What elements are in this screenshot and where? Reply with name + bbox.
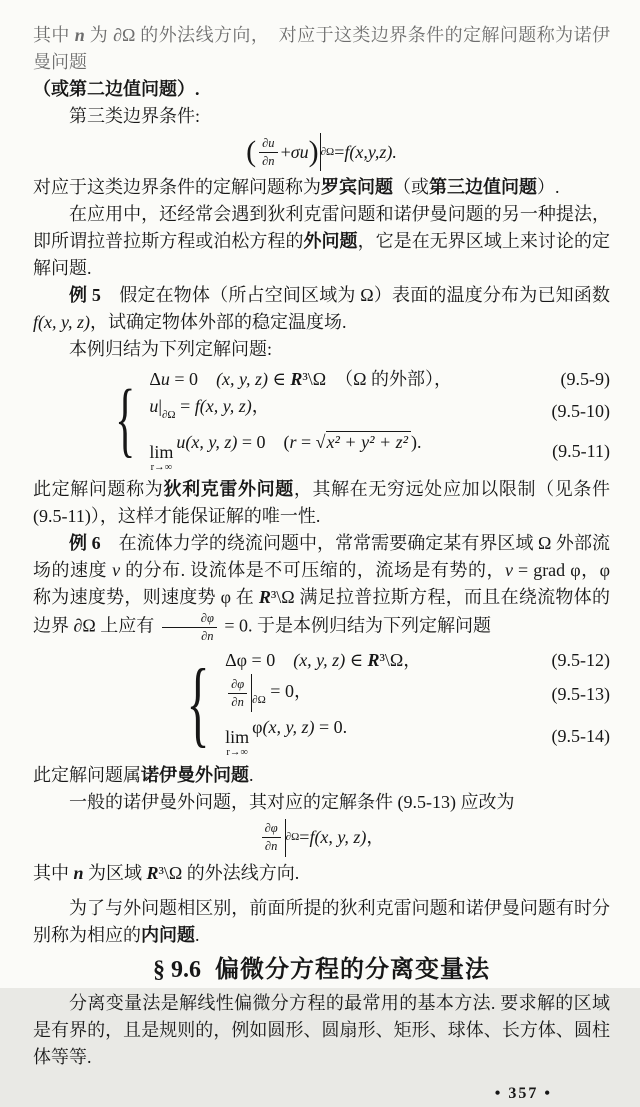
equation-number-9-5-13: (9.5-13) bbox=[551, 683, 610, 704]
paragraph-third-boundary-condition: 第三类边界条件: bbox=[69, 106, 201, 126]
paragraph-general-neumann: 一般的诺伊曼外问题，其对应的定解条件 (9.5-13) 应改为 bbox=[69, 791, 515, 812]
left-brace: { bbox=[186, 649, 210, 757]
equation-row bbox=[145, 429, 610, 473]
paragraph-continuation-line2: （或第二边值问题）. bbox=[33, 79, 200, 99]
section-heading bbox=[33, 956, 610, 984]
equation-third-type-boundary: ( $\frac{\partial u}{\partial n}$ + σu ) ∂Ω = f(x,y,z). bbox=[33, 130, 610, 174]
equation-number-9-5-12: (9.5-12) bbox=[551, 650, 610, 671]
equation-9-5-9: Δu = 0 (x, y, z) ∈ R³\Ω （Ω 的外部）， bbox=[149, 369, 453, 389]
equation-row bbox=[145, 393, 610, 429]
paragraph-continuation-line1: 其中 n 为 ∂Ω 的外法线方向， 对应于这类边界条件的定解问题称为诺伊曼问题 bbox=[33, 25, 610, 72]
paragraph-dirichlet-exterior-remark: 此定解问题称为狄利克雷外问题，其解在无穷远处应加以限制（见条件 (9.5-11)），这样才能保证解的唯一性. bbox=[33, 479, 611, 527]
equation-row bbox=[221, 674, 610, 714]
equation-9-5-11: lim r→∞ u(x, y, z) = 0 (r = √x² + y² + z² ). bbox=[149, 432, 422, 473]
paragraph-example5-lead-in: 本例归结为下列定解问题: bbox=[69, 339, 272, 359]
paragraph-example-6: 例 6 在流体力学的绕流问题中，常常需要确定某有界区域 Ω 外部流场的速度 v 的分布. 设流体是不可压缩的，流场是有势的，v = grad φ，φ 称为速度势，则速度势 φ 在 R³\Ω 满足拉普拉斯方程，而且在绕流物体的边界 ∂Ω 上应有 $\frac{\partial\varphi}{\partial n}$ = 0. 于是本例归结为下列定解问题 bbox=[33, 533, 611, 644]
paragraph-outward-normal: 其中 n 为区域 R³\Ω 的外法线方向. bbox=[33, 862, 300, 883]
section-title: 偏微分方程的分离变量法 bbox=[215, 956, 490, 983]
paragraph-neumann-exterior-remark: 此定解问题属诺伊曼外问题. bbox=[33, 764, 254, 785]
equation-system-dirichlet-exterior bbox=[33, 366, 610, 473]
equation-number-9-5-14: (9.5-14) bbox=[551, 726, 610, 747]
equation-9-5-12: Δφ = 0 (x, y, z) ∈ R³\Ω， bbox=[225, 650, 422, 671]
paragraph-example-5: 例 5 假定在物体（所占空间区域为 Ω）表面的温度分布为已知函数 f(x, y, z)，试确定物体外部的稳定温度场. bbox=[33, 285, 611, 332]
equation-system-neumann-exterior bbox=[33, 647, 610, 758]
equation-row bbox=[145, 366, 610, 393]
paragraph-separation-of-variables-intro: 分离变量法是解线性偏微分方程的最常用的基本方法. 要求解的区域是有界的，且是规则的，例如圆形、圆扇形、矩形、球体、长方体、圆柱体等等. bbox=[33, 992, 610, 1067]
equation-neumann-boundary: $\frac{\partial\varphi}{\partial n}$ ∂Ω = f(x, y, z) ， bbox=[33, 816, 610, 860]
equation-rows bbox=[221, 647, 610, 758]
equation-number-9-5-9: (9.5-9) bbox=[560, 369, 610, 389]
page-number: • 357 • bbox=[494, 1084, 552, 1102]
equation-9-5-14: lim r→∞ φ(x, y, z) = 0. bbox=[225, 717, 348, 759]
section-number: § 9.6 bbox=[153, 956, 201, 983]
paragraph-interior-problem: 为了与外问题相区别，前面所提的狄利克雷问题和诺伊曼问题有时分别称为相应的内问题. bbox=[33, 897, 610, 945]
paragraph-exterior-problem-intro: 在应用中，还经常会遇到狄利克雷问题和诺伊曼问题的另一种提法，即所谓拉普拉斯方程或泊松方程的外问题，它是在无界区域上来讨论的定解问题. bbox=[33, 204, 611, 278]
equation-9-5-10: $u|_{\partial\Omega} = f(x$, y, z)， bbox=[149, 396, 270, 421]
equation-9-5-13: $\frac{\partial\varphi}{\partial n}$ $_{\partial\Omega}$ = 0， bbox=[221, 674, 312, 714]
equation-number-9-5-11: (9.5-11) bbox=[552, 440, 610, 461]
equation-rows bbox=[145, 366, 610, 473]
equation-row bbox=[221, 647, 610, 674]
left-brace: { bbox=[115, 373, 136, 466]
paragraph-robin-problem: 对应于这类边界条件的定解问题称为罗宾问题（或第三边值问题）. bbox=[33, 177, 560, 197]
equation-row bbox=[221, 714, 610, 758]
equation-number-9-5-10: (9.5-10) bbox=[551, 400, 610, 421]
